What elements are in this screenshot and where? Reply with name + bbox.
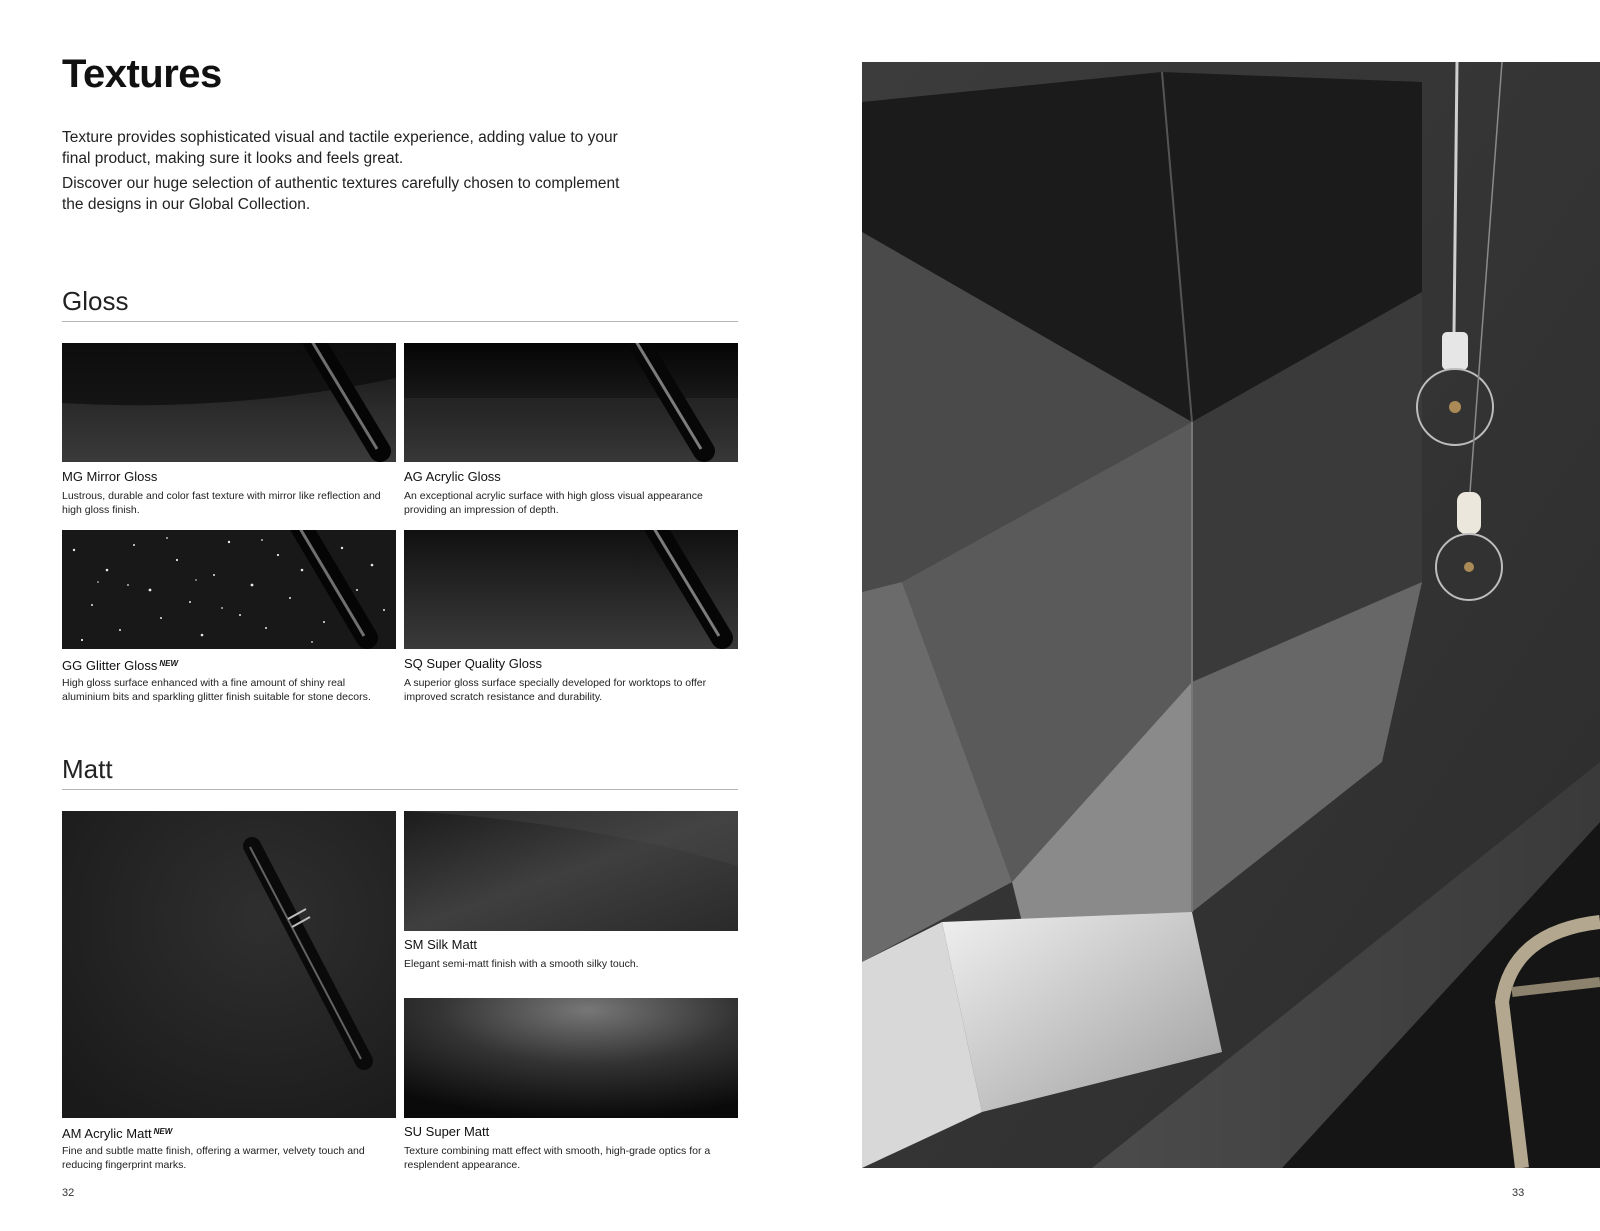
new-badge: NEW: [153, 1127, 173, 1136]
super-quality-gloss-name: SQ Super Quality Gloss: [404, 656, 542, 671]
silk-matt-swatch: [404, 811, 738, 931]
super-quality-gloss-swatch: [404, 530, 738, 649]
acrylic-matt-desc: Fine and subtle matte finish, offering a warmer, velvety touch and reducing fingerprint marks.: [62, 1145, 365, 1171]
mirror-gloss-desc: Lustrous, durable and color fast texture with mirror like reflection and high gloss finish.: [62, 490, 381, 516]
page-number-right: 33: [1512, 1187, 1525, 1199]
silk-matt-name: SM Silk Matt: [404, 937, 477, 952]
super-quality-gloss-desc: A superior gloss surface specially developed for worktops to offer improved scratch resistance and durability.: [404, 677, 707, 703]
interior-photo: [862, 62, 1600, 1168]
acrylic-gloss-swatch: [404, 343, 738, 462]
silk-matt-desc: Elegant semi-matt finish with a smooth silky touch.: [404, 958, 639, 970]
gloss-divider: [62, 321, 738, 322]
matt-divider: [62, 789, 738, 790]
intro-paragraph-1: Texture provides sophisticated visual and tactile experience, adding value to your final product, making sure it looks and feels great.: [62, 129, 618, 167]
new-badge: NEW: [159, 659, 179, 668]
glitter-gloss-swatch: [62, 530, 396, 649]
acrylic-gloss-desc: An exceptional acrylic surface with high gloss visual appearance providing an impression of depth.: [404, 490, 703, 516]
matt-section-title: Matt: [62, 754, 113, 784]
gloss-section-title: Gloss: [62, 286, 129, 316]
page-title: Textures: [62, 52, 222, 96]
acrylic-gloss-name: AG Acrylic Gloss: [404, 469, 501, 484]
acrylic-matt-name: AM Acrylic Matt $^{NEW}$: [62, 1126, 173, 1141]
super-matt-name: SU Super Matt: [404, 1124, 490, 1139]
page-number-left: 32: [62, 1187, 75, 1199]
super-matt-swatch: [404, 998, 738, 1118]
super-matt-desc: Texture combining matt effect with smooth, high-grade optics for a resplendent appearance.: [404, 1145, 711, 1171]
glitter-gloss-desc: High gloss surface enhanced with a fine amount of shiny real aluminium bits and sparkling glitter finish suitable for stone decors.: [62, 677, 371, 703]
glitter-gloss-name: GG Glitter Gloss $^{NEW}$: [62, 658, 179, 673]
mirror-gloss-name: MG Mirror Gloss: [62, 469, 158, 484]
intro-paragraph-2: Discover our huge selection of authentic textures carefully chosen to complement the designs in our Global Collection.: [62, 175, 620, 213]
acrylic-matt-swatch: [62, 811, 396, 1118]
mirror-gloss-swatch: [62, 343, 396, 462]
